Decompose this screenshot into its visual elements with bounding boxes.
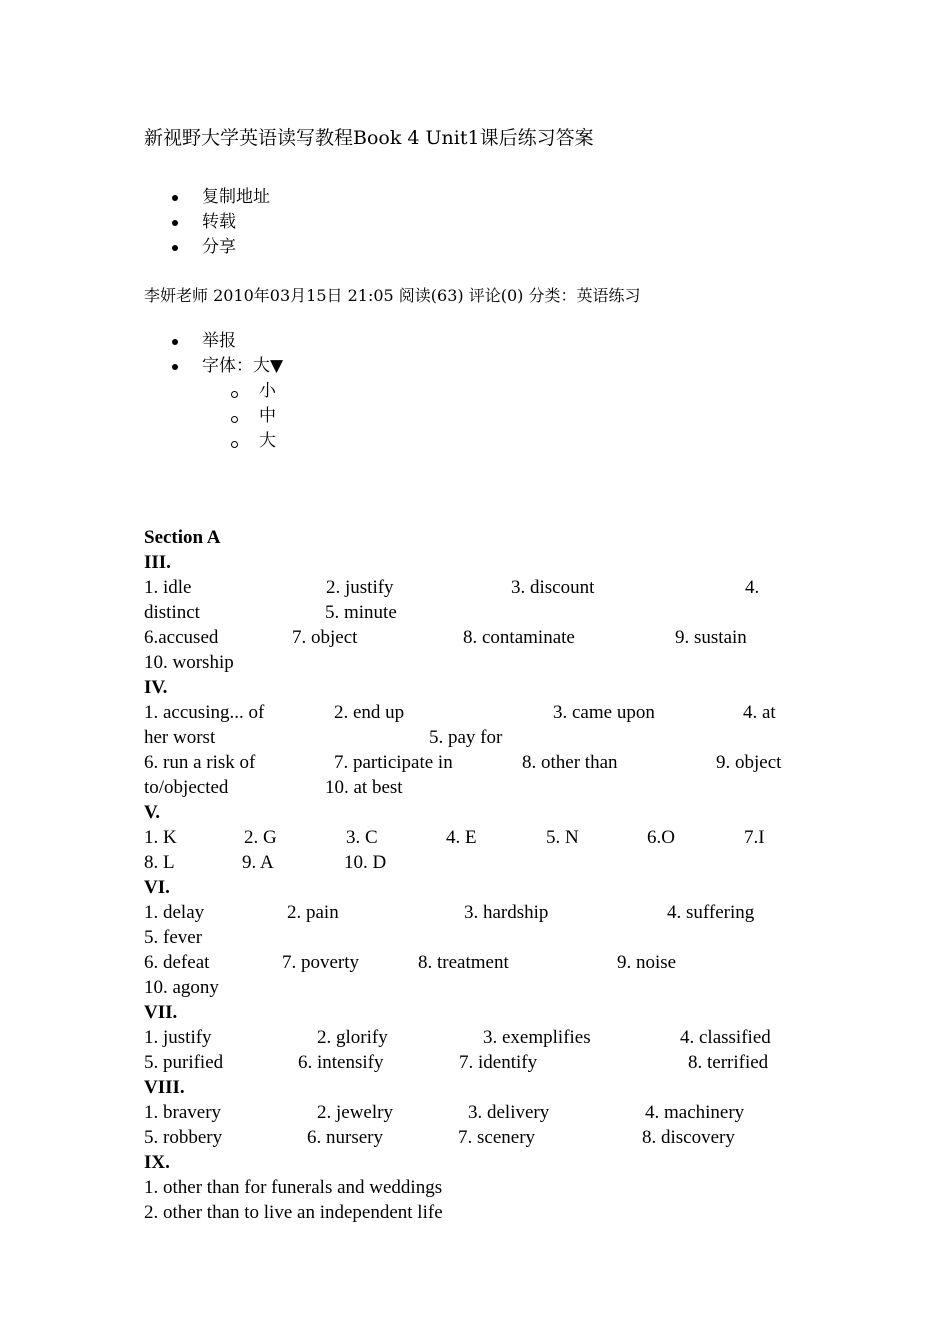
tool-actions [144, 329, 283, 379]
answer-row [144, 625, 864, 650]
answer-item: 10. worship [144, 652, 234, 673]
answer-item: 3. discount [511, 577, 595, 598]
answer-row [144, 725, 864, 750]
answer-item: 5. minute [325, 602, 397, 623]
answer-row [144, 925, 864, 950]
circle-bullet-icon [231, 391, 238, 398]
answer-item: 9. noise [617, 952, 677, 973]
answer-row [144, 1125, 864, 1150]
answer-item: 6.O [647, 827, 675, 848]
circle-bullet-icon [231, 416, 238, 423]
answer-row [144, 1175, 864, 1200]
answer-item: 8. discovery [642, 1127, 735, 1148]
answer-row [144, 1100, 864, 1125]
copy-address-link[interactable]: 复制地址 [144, 185, 270, 210]
answer-item: 6. run a risk of [144, 752, 256, 773]
answer-item: 10. agony [144, 977, 219, 998]
answer-item: 9. object [716, 752, 782, 773]
answer-item: 6. intensify [298, 1052, 384, 1073]
answer-row [144, 775, 864, 800]
exercise-heading-v: V. [144, 802, 161, 823]
answer-item: 4. machinery [645, 1102, 745, 1123]
answer-item: 1. K [144, 827, 177, 848]
answer-row [144, 575, 864, 600]
answer-item: 7. participate in [334, 752, 453, 773]
document-title: 新视野大学英语读写教程Book 4 Unit1课后练习答案 [144, 127, 594, 149]
answer-item: 2. pain [287, 902, 339, 923]
answer-item: 5. fever [144, 927, 203, 948]
bullet-icon [172, 245, 178, 251]
answer-item: 7. poverty [282, 952, 360, 973]
answer-item: 5. N [546, 827, 579, 848]
answer-item: 4. [745, 577, 760, 598]
answer-item: 4. E [446, 827, 477, 848]
answer-item: to/objected [144, 777, 229, 798]
answer-item: 5. pay for [429, 727, 503, 748]
answer-item: 7. object [292, 627, 358, 648]
answer-row [144, 1025, 864, 1050]
answer-row [144, 825, 864, 850]
answer-item: 6.accused [144, 627, 219, 648]
answer-item: 10. D [344, 852, 387, 873]
exercise-heading-viii: VIII. [144, 1077, 185, 1098]
answer-item: 1. idle [144, 577, 192, 598]
answer-item: 5. purified [144, 1052, 224, 1073]
answer-row [144, 900, 864, 925]
answer-row [144, 1200, 864, 1225]
answer-item: 10. at best [325, 777, 403, 798]
answer-item: 4. suffering [667, 902, 755, 923]
answer-row [144, 650, 864, 675]
answer-item: 3. delivery [468, 1102, 550, 1123]
post-meta: 李妍老师 2010年03月15日 21:05 阅读(63) 评论(0) 分类：英语练习 [144, 286, 641, 305]
answer-item: 6. nursery [307, 1127, 383, 1148]
answer-item: 4. at [743, 702, 776, 723]
answer-item: 4. classified [680, 1027, 771, 1048]
answer-item: 1. accusing... of [144, 702, 265, 723]
answer-item: 1. delay [144, 902, 205, 923]
answer-item: 8. other than [522, 752, 618, 773]
exercise-heading-vi: VI. [144, 877, 170, 898]
exercise-heading-iii: III. [144, 552, 171, 573]
answer-item: 1. other than for funerals and weddings [144, 1177, 443, 1198]
answer-item: 2. other than to live an independent life [144, 1202, 443, 1223]
exercise-heading-ix: IX. [144, 1152, 170, 1173]
answer-item: 3. C [346, 827, 378, 848]
answer-item: 6. defeat [144, 952, 210, 973]
answer-item: distinct [144, 602, 200, 623]
font-size-medium[interactable]: 中 [144, 404, 276, 429]
answer-item: 3. hardship [464, 902, 549, 923]
font-size-options [144, 379, 276, 454]
answer-row [144, 1050, 864, 1075]
repost-link[interactable]: 转载 [144, 210, 270, 235]
answer-row [144, 600, 864, 625]
answer-item: 8. contaminate [463, 627, 575, 648]
answer-item: 7. scenery [458, 1127, 536, 1148]
answer-item: 1. bravery [144, 1102, 222, 1123]
answer-item: 8. terrified [688, 1052, 769, 1073]
answer-row [144, 850, 864, 875]
answer-item: 3. exemplifies [483, 1027, 591, 1048]
answer-item: 2. jewelry [317, 1102, 393, 1123]
share-actions [144, 185, 270, 260]
font-size-dropdown[interactable]: 字体：大▼ [144, 354, 283, 379]
answer-item: 2. G [244, 827, 277, 848]
answer-row [144, 950, 864, 975]
answer-item: 7.I [744, 827, 765, 848]
answer-item: 7. identify [459, 1052, 538, 1073]
answer-item: 2. justify [326, 577, 394, 598]
bullet-icon [172, 339, 178, 345]
answer-item: 8. treatment [418, 952, 509, 973]
answer-item: her worst [144, 727, 216, 748]
answer-item: 8. L [144, 852, 175, 873]
bullet-icon [172, 195, 178, 201]
answer-row [144, 700, 864, 725]
font-size-large[interactable]: 大 [144, 429, 276, 454]
report-link[interactable]: 举报 [144, 329, 283, 354]
answer-item: 5. robbery [144, 1127, 223, 1148]
font-size-small[interactable]: 小 [144, 379, 276, 404]
exercise-heading-iv: IV. [144, 677, 168, 698]
answer-row [144, 750, 864, 775]
answer-item: 2. glorify [317, 1027, 388, 1048]
bullet-icon [172, 220, 178, 226]
exercise-heading-vii: VII. [144, 1002, 178, 1023]
answer-row [144, 975, 864, 1000]
answer-item: 9. A [242, 852, 274, 873]
answer-item: 9. sustain [675, 627, 747, 648]
section-title: Section A [144, 527, 221, 548]
answer-item: 2. end up [334, 702, 405, 723]
circle-bullet-icon [231, 441, 238, 448]
bullet-icon [172, 364, 178, 370]
answer-item: 1. justify [144, 1027, 212, 1048]
share-link[interactable]: 分享 [144, 235, 270, 260]
answer-key [144, 525, 864, 1225]
answer-item: 3. came upon [553, 702, 655, 723]
